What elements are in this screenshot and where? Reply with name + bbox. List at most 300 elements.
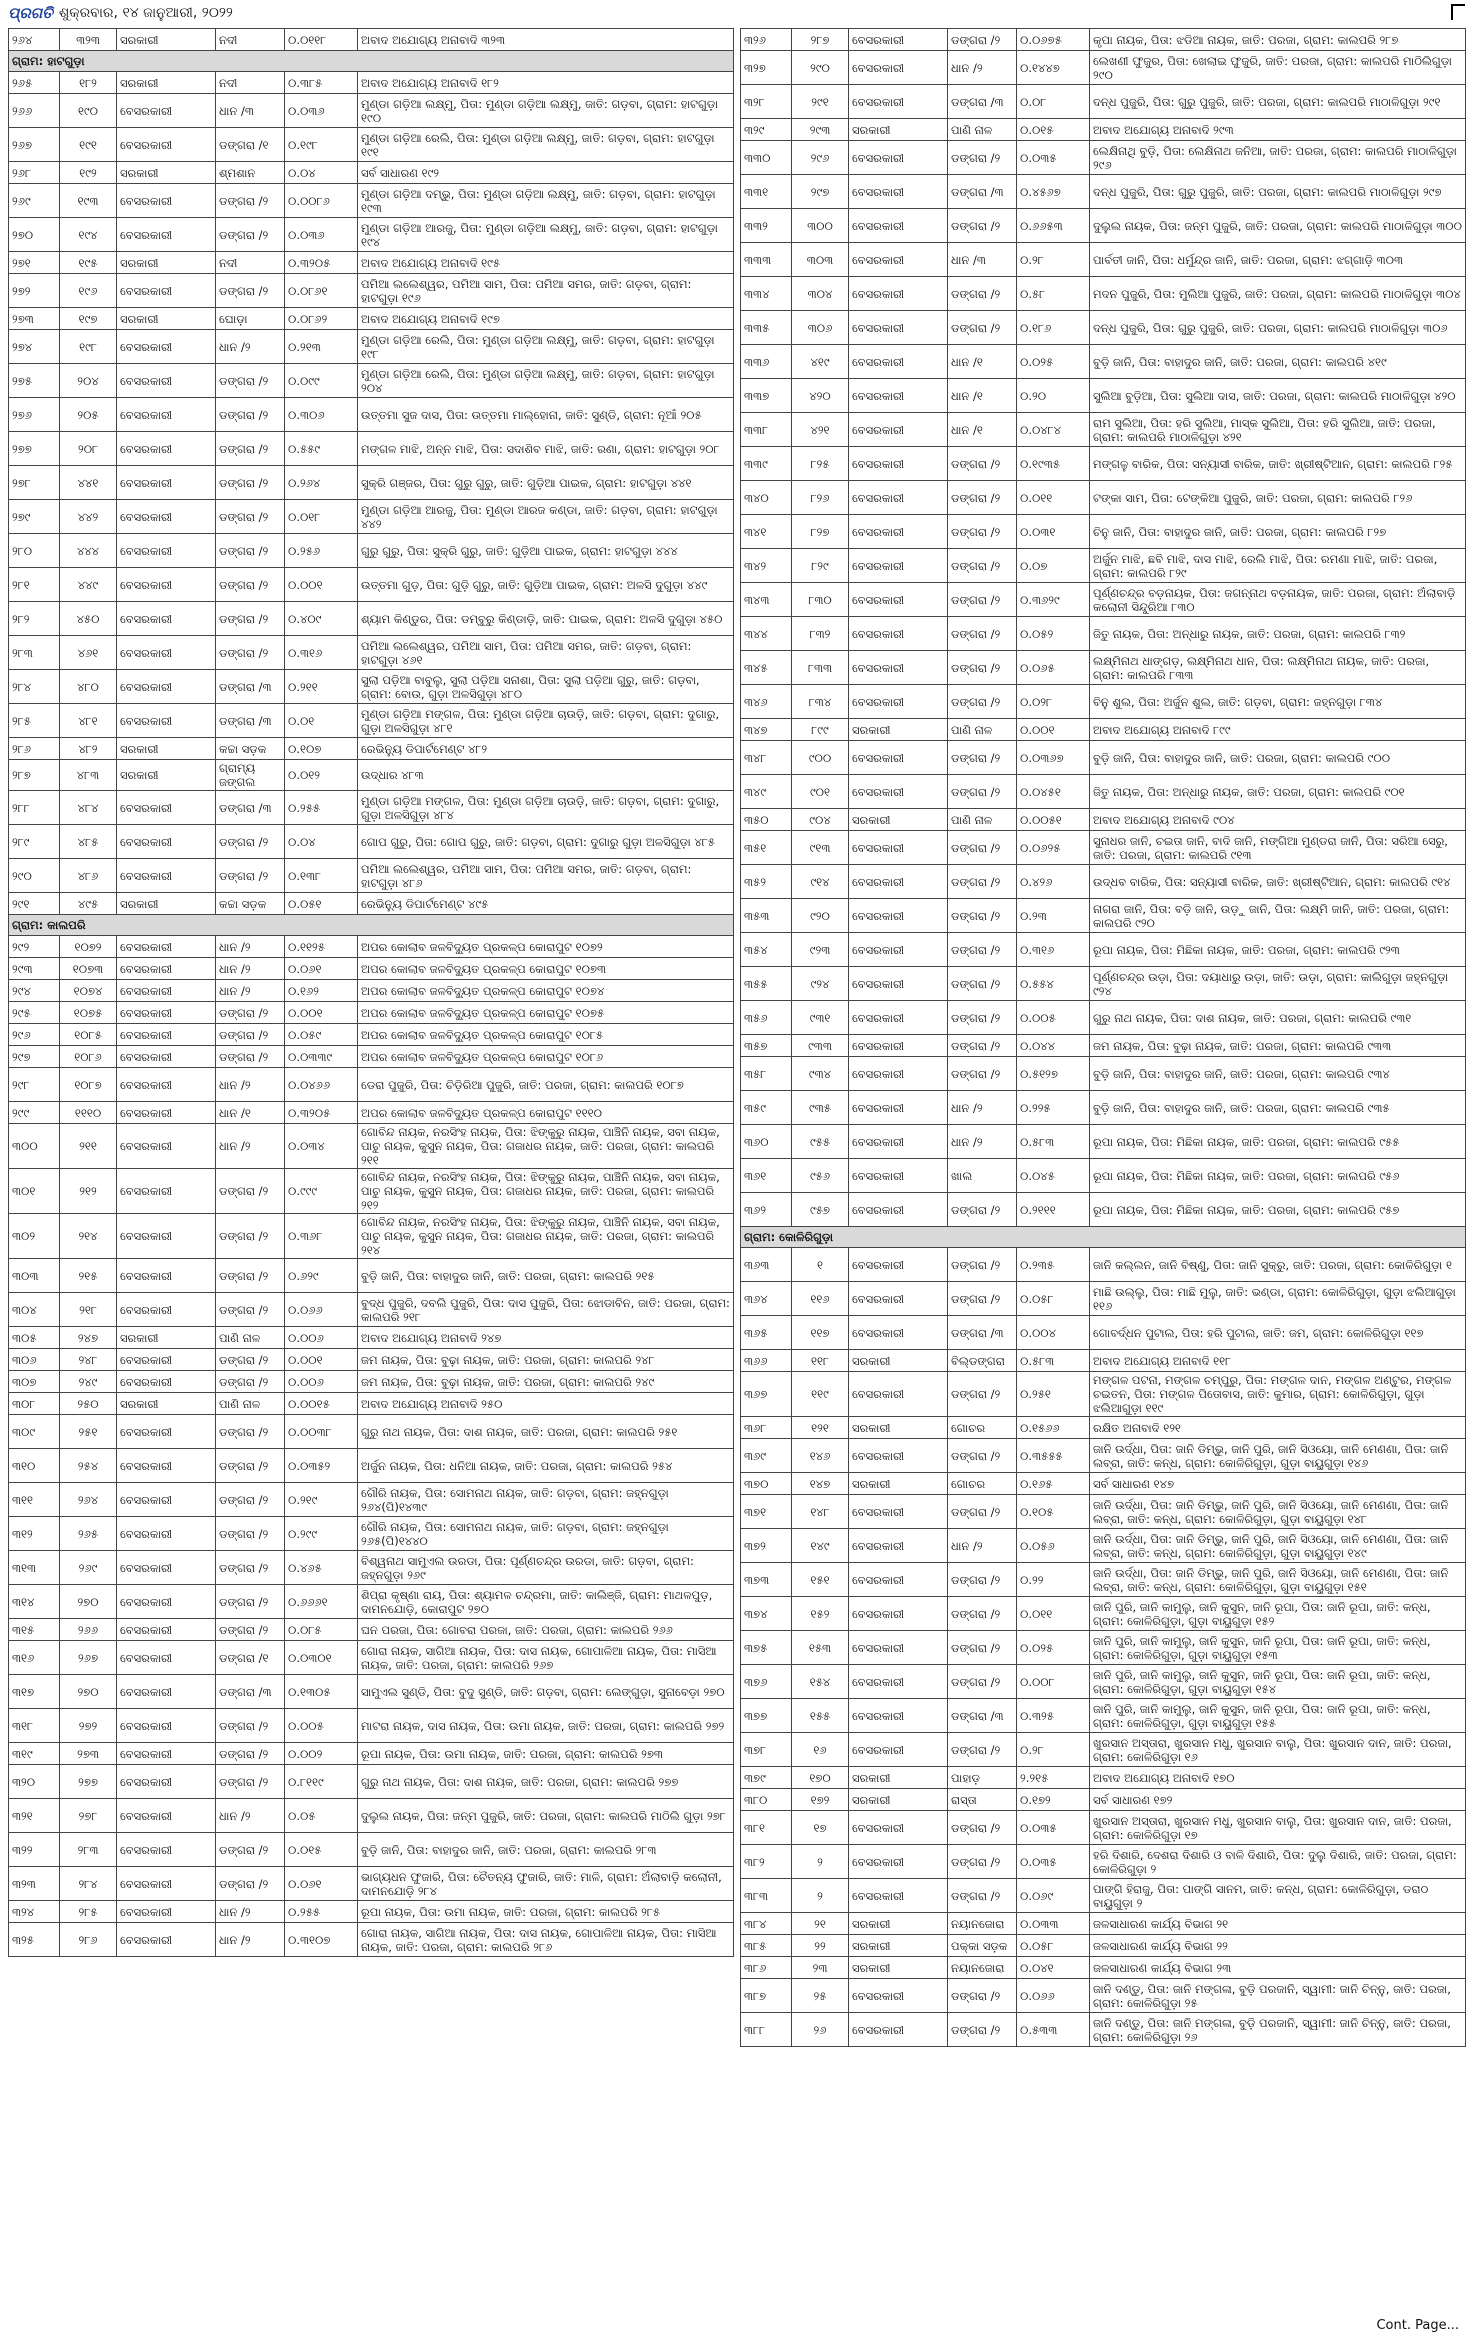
cell-k: ୨୭୦ bbox=[60, 1585, 117, 1619]
cell-t: ବେସରକାରୀ bbox=[117, 1867, 216, 1901]
cell-c: ଧାନ /୧ bbox=[948, 413, 1017, 447]
cell-a: ୦.୨୬୪ bbox=[285, 466, 358, 500]
cell-a: ୦.୦୧୮ bbox=[285, 500, 358, 534]
table-row bbox=[9, 1415, 734, 1449]
cell-n: ୨୭୦ bbox=[9, 218, 60, 252]
cell-a: ୦.୧୯୮ bbox=[285, 128, 358, 162]
cell-k: ୨୯୭ bbox=[792, 175, 849, 209]
cell-n: ୩୧୧ bbox=[9, 1483, 60, 1517]
cell-a: ୦.୦୮୬୧ bbox=[285, 274, 358, 308]
cell-c: ପାଣି ନାଳ bbox=[948, 809, 1017, 831]
cell-a: ୦.୦୩୪ bbox=[285, 1124, 358, 1169]
cell-a: ୦.୩୧୦୭ bbox=[285, 1923, 358, 1957]
table-row bbox=[741, 1372, 1466, 1417]
cell-d: ଶିପ୍ରା କୃଷ୍ଣା ରାୟ, ପିତା: ଶ୍ୟାମଳ ଚନ୍ଦ୍ରମା, ଜାତି: କାଲିଞ୍ଜି, ଗ୍ରାମ: ମାଥଳପୁଡ଼, ଦାମନଯୋଡ଼ି, କୋରାପୁଟ ୨୭୦ bbox=[358, 1585, 734, 1619]
cell-k: ୧୦୭୪ bbox=[60, 980, 117, 1002]
cell-k: ୯୦୦ bbox=[792, 741, 849, 775]
table-row bbox=[9, 1259, 734, 1293]
cell-a: ୦.୦୦୫୧ bbox=[1017, 809, 1090, 831]
table-row bbox=[741, 831, 1466, 865]
cell-d: ପୂର୍ଣ୍ଣଚନ୍ଦ୍ର ବଡ଼ନାୟକ, ପିତା: ଜଗନ୍ନାଥ ବଡ଼ନାୟକ, ଜାତି: ପରଜା, ଗ୍ରାମ: ଅଁଲାବାଡ଼ି କଲୋନୀ ସିନ୍ଦୁରିଆ ୮୩୦ bbox=[1090, 583, 1466, 617]
cell-t: ବେସରକାରୀ bbox=[849, 141, 948, 175]
cell-a: ୦.୫୫୪ bbox=[1017, 967, 1090, 1001]
cell-t: ବେସରକାରୀ bbox=[117, 1675, 216, 1709]
cell-k: ୨୮୭ bbox=[792, 29, 849, 51]
cell-d: ଅବାଦ ଅଯୋଗ୍ୟ ଅନାବାଦି ୧୯୫ bbox=[358, 252, 734, 274]
table-row bbox=[741, 1789, 1466, 1811]
cell-n: ୩୬୯ bbox=[741, 1439, 792, 1473]
cell-n: ୩୪୯ bbox=[741, 775, 792, 809]
cell-c: ଡଙ୍ଗରା /୨ bbox=[216, 1619, 285, 1641]
table-row bbox=[741, 1913, 1466, 1935]
cell-d: ଗୁରୁ ଗୁରୁ, ପିତା: ସୁକ୍ରି ଗୁରୁ, ଜାତି: ଗୁଡ଼ିଆ ପାଇକ, ଗ୍ରାମ: ହାଟଗୁଡ଼ା ୪୪୪ bbox=[358, 534, 734, 568]
table-row bbox=[741, 85, 1466, 119]
cell-t: ବେସରକାରୀ bbox=[117, 1068, 216, 1102]
table-row bbox=[741, 1125, 1466, 1159]
table-row bbox=[9, 1675, 734, 1709]
cell-c: ନଦୀ bbox=[216, 252, 285, 274]
table-row bbox=[741, 345, 1466, 379]
cell-k: ୨୯୦ bbox=[792, 51, 849, 85]
land-record-table-left bbox=[8, 28, 734, 1957]
date-line: ଶୁକ୍ରବାର, ୧୪ ଜାନୁଆରୀ, ୨୦୨୨ bbox=[58, 5, 233, 21]
cell-c: ଡଙ୍ଗରା /୨ bbox=[948, 1733, 1017, 1767]
cell-d: ଗୋବିନ୍ଦ ନାୟକ, ନରସିଂହ ନାୟକ, ପିତା: ଝିଙ୍କୁରୁ ନାୟକ, ପାଞ୍ଚିନି ନାୟକ, ସବା ନାୟକ, ପାଚୁ ନାୟକ, କୁସୁନ ନାୟକ, ପିତା: ଗଜାଧର ନାୟକ, ଜାତି: ପରଜା, ଗ୍ରାମ: କାଲପରି ୨୧୧ bbox=[358, 1124, 734, 1169]
village-title: ଗ୍ରାମ: ହାଟଗୁଡ଼ା bbox=[9, 51, 734, 72]
table-row bbox=[9, 1619, 734, 1641]
cell-k: ୨ bbox=[792, 1845, 849, 1879]
cell-c: ପାଣି ନାଳ bbox=[948, 719, 1017, 741]
cell-a: ୦.୨୧୯ bbox=[285, 1483, 358, 1517]
table-row bbox=[741, 933, 1466, 967]
cell-c: ଧାନ /୧ bbox=[216, 1102, 285, 1124]
cell-k: ୧୦୭୨ bbox=[60, 936, 117, 958]
cell-n: ୩୬୩ bbox=[741, 1248, 792, 1282]
cell-t: ବେସରକାରୀ bbox=[117, 670, 216, 704]
table-row bbox=[9, 1024, 734, 1046]
table-row bbox=[9, 1293, 734, 1327]
cell-c: ଗ୍ରାମ୍ୟ ଜଙ୍ଗଲ bbox=[216, 760, 285, 791]
cell-c: ଡଙ୍ଗରା /୨ bbox=[216, 398, 285, 432]
cell-d: ଗୋବିନ୍ଦ ନାୟକ, ନରସିଂହ ନାୟକ, ପିତା: ଝିଙ୍କୁରୁ ନାୟକ, ପାଞ୍ଚିନି ନାୟକ, ସବା ନାୟକ, ପାଚୁ ନାୟକ, କୁସୁନ ନାୟକ, ପିତା: ଗଜାଧର ନାୟକ, ଜାତି: ପରଜା, ଗ୍ରାମ: କାଲପରି ୨୧୪ bbox=[358, 1214, 734, 1259]
table-row bbox=[741, 617, 1466, 651]
cell-t: ବେସରକାରୀ bbox=[117, 1743, 216, 1765]
cell-k: ୯୫୭ bbox=[792, 1193, 849, 1227]
cell-a: ୦.୧୩୦୫ bbox=[285, 1675, 358, 1709]
cell-c: ଡଙ୍ଗରା /୨ bbox=[216, 1867, 285, 1901]
cell-t: ବେସରକାରୀ bbox=[117, 1124, 216, 1169]
cell-a: ୦.୫୩୩ bbox=[1017, 2013, 1090, 2047]
cell-a: ୦.୦୫୮ bbox=[1017, 1282, 1090, 1316]
cell-c: ଡଙ୍ଗରା /୨ bbox=[216, 1002, 285, 1024]
cell-k: ୨୧୮ bbox=[60, 1293, 117, 1327]
cell-k: ୧୯୦ bbox=[60, 94, 117, 128]
table-row bbox=[741, 1935, 1466, 1957]
corner-crop-mark bbox=[1451, 4, 1465, 20]
cell-d: ମୁଣ୍ଡା ଗଡ଼ିଆ ଆରଜୁ, ପିତା: ମୁଣ୍ଡା ଆରଜ କଣ୍ଡା, ଜାତି: ଗଡ଼ବା, ଗ୍ରାମ: ହାଟଗୁଡ଼ା ୪୪୨ bbox=[358, 500, 734, 534]
table-row bbox=[741, 1001, 1466, 1035]
cell-t: ବେସରକାରୀ bbox=[117, 568, 216, 602]
cell-d: ଅବାଦ ଅଯୋଗ୍ୟ ଅନାବାଦି ୧୯୭ bbox=[358, 308, 734, 330]
cell-n: ୨୯୭ bbox=[9, 1046, 60, 1068]
cell-a: ୦.୦୬୭୫ bbox=[1017, 29, 1090, 51]
cell-d: ଜାନି କଲ୍ଲନ, ଜାନି ବିଷ୍ଣୁ, ପିତା: ଜାନି ସୁକ୍ରୁ, ଜାତି: ପରଜା, ଗ୍ରାମ: କୋଳିରିଗୁଡ଼ା ୧ bbox=[1090, 1248, 1466, 1282]
cell-c: ପକ୍କା ସଡ଼କ bbox=[948, 1935, 1017, 1957]
cell-k: ୨୫୧ bbox=[60, 1415, 117, 1449]
cell-t: ସରକାରୀ bbox=[849, 1935, 948, 1957]
cell-k: ୨୧ bbox=[792, 1913, 849, 1935]
cell-a: ୦.୪୬୫ bbox=[285, 1551, 358, 1585]
table-row bbox=[9, 1449, 734, 1483]
cell-d: ଅବାଦ ଅଯୋଗ୍ୟ ଅନାବାଦି ୧୮୨ bbox=[358, 72, 734, 94]
cell-t: ବେସରକାରୀ bbox=[849, 1439, 948, 1473]
cell-c: ଡଙ୍ଗରା /୨ bbox=[216, 1765, 285, 1799]
cell-k: ୯୦୪ bbox=[792, 809, 849, 831]
cell-a: ୦.୬୨୯ bbox=[285, 1259, 358, 1293]
table-row bbox=[9, 980, 734, 1002]
table-row bbox=[741, 515, 1466, 549]
table-row bbox=[741, 1091, 1466, 1125]
cell-k: ୨୦୪ bbox=[60, 364, 117, 398]
cell-n: ୨୯୮ bbox=[9, 1068, 60, 1102]
cell-t: ବେସରକାରୀ bbox=[849, 1316, 948, 1350]
cell-k: ୪୧୯ bbox=[792, 345, 849, 379]
cell-c: ଖାଲ bbox=[948, 1159, 1017, 1193]
cell-c: ଡଙ୍ଗରା /୨ bbox=[948, 741, 1017, 775]
cell-t: ସରକାରୀ bbox=[117, 308, 216, 330]
cell-k: ୨୦୮ bbox=[60, 432, 117, 466]
cell-k: ୧୦୭୩ bbox=[60, 958, 117, 980]
table-row bbox=[9, 29, 734, 51]
cell-n: ୩୧୭ bbox=[9, 1675, 60, 1709]
cell-k: ୨୨ bbox=[792, 1935, 849, 1957]
table-row bbox=[9, 958, 734, 980]
cell-c: ଡଙ୍ଗରା /୨ bbox=[948, 583, 1017, 617]
cell-d: ରେଭିନ୍ୟୁ ଡିପାର୍ଟମେଣ୍ଟ ୪୮୨ bbox=[358, 738, 734, 760]
table-row bbox=[741, 119, 1466, 141]
cell-d: ଶ୍ୟାମ କିଣ୍ଡୁର, ପିତା: ଡମ୍ବୁରୁ କିଣ୍ଡାଡ଼ି, ଜାତି: ପାଇକ, ଗ୍ରାମ: ଅଳସି ଦୁଗୁଡ଼ା ୪୫୦ bbox=[358, 602, 734, 636]
table-row bbox=[9, 893, 734, 915]
table-row bbox=[9, 825, 734, 859]
cell-n: ୩୦୬ bbox=[9, 1349, 60, 1371]
cell-n: ୩୮୪ bbox=[741, 1913, 792, 1935]
cell-k: ୨୧୫ bbox=[60, 1259, 117, 1293]
cell-n: ୩୪୫ bbox=[741, 651, 792, 685]
cell-c: ଧାନ /୨ bbox=[216, 1923, 285, 1957]
cell-k: ୮୨୬ bbox=[792, 481, 849, 515]
cell-c: ଧାନ /୩ bbox=[216, 94, 285, 128]
table-row bbox=[9, 636, 734, 670]
cell-t: ବେସରକାରୀ bbox=[849, 311, 948, 345]
cell-k: ୧୦୮୭ bbox=[60, 1068, 117, 1102]
cell-n: ୩୪୪ bbox=[741, 617, 792, 651]
village-header bbox=[9, 51, 734, 72]
table-row bbox=[741, 1057, 1466, 1091]
cell-n: ୩୫୫ bbox=[741, 967, 792, 1001]
cell-n: ୨୯୪ bbox=[9, 980, 60, 1002]
cell-t: ବେସରକାରୀ bbox=[849, 413, 948, 447]
cell-c: ଗୋଚର bbox=[948, 1417, 1017, 1439]
cell-n: ୨୭୭ bbox=[9, 432, 60, 466]
cell-n: ୩୩୮ bbox=[741, 413, 792, 447]
cell-n: ୨୬୭ bbox=[9, 128, 60, 162]
cell-c: ଡଙ୍ଗରା /୨ bbox=[948, 1811, 1017, 1845]
cell-a: ୦.୦୪୬୬ bbox=[285, 1068, 358, 1102]
cell-n: ୨୬୮ bbox=[9, 162, 60, 184]
cell-k: ୮୨୫ bbox=[792, 447, 849, 481]
cell-k: ୧୧୮ bbox=[792, 1350, 849, 1372]
right-column bbox=[740, 28, 1466, 2047]
cell-k: ୪୨୦ bbox=[792, 379, 849, 413]
cell-t: ବେସରକାରୀ bbox=[849, 1035, 948, 1057]
cell-d: ଗୋବିନ୍ଦ ନାୟକ, ନରସିଂହ ନାୟକ, ପିତା: ଝିଙ୍କୁରୁ ନାୟକ, ପାଞ୍ଚିନି ନାୟକ, ସବା ନାୟକ, ପାଚୁ ନାୟକ, କୁସୁନ ନାୟକ, ପିତା: ଗଜାଧର ନାୟକ, ଜାତି: ପରଜା, ଗ୍ରାମ: କାଲପରି ୨୧୨ bbox=[358, 1169, 734, 1214]
cell-n: ୩୬୭ bbox=[741, 1372, 792, 1417]
table-row bbox=[741, 243, 1466, 277]
cell-k: ୨୯୬ bbox=[792, 141, 849, 175]
cell-n: ୨୮୯ bbox=[9, 825, 60, 859]
cell-d: ଜାନି ଉର୍ଦ୍ଧା, ପିତା: ଜାନି ଡିମ୍ଭୁ, ଜାନି ପୁରି, ଜାନି ସିଓୟୋ, ଜାନି ମେଣଣା, ପିତା: ଜାନି ଲବ୍ରା, ଜାତି: କନ୍ଧ, ଗ୍ରାମ: କୋଳିରିଗୁଡ଼ା, ଗୁଡ଼ା ବାୟୁଗୁଡ଼ା ୧୪୬ bbox=[1090, 1439, 1466, 1473]
cell-n: ୩୮୩ bbox=[741, 1879, 792, 1913]
cell-a: ୦.୦୩୬୭ bbox=[1017, 741, 1090, 775]
cell-n: ୩୩୩ bbox=[741, 243, 792, 277]
cell-n: ୩୭୨ bbox=[741, 1529, 792, 1563]
cell-n: ୩୫୬ bbox=[741, 1001, 792, 1035]
cell-a: ୦.୧୭୨ bbox=[1017, 1789, 1090, 1811]
table-row bbox=[741, 583, 1466, 617]
table-row bbox=[9, 1641, 734, 1675]
table-row bbox=[741, 209, 1466, 243]
cell-n: ୩୮୬ bbox=[741, 1957, 792, 1979]
cell-n: ୩୪୮ bbox=[741, 741, 792, 775]
cell-t: ସରକାରୀ bbox=[849, 1913, 948, 1935]
cell-t: ବେସରକାରୀ bbox=[117, 1293, 216, 1327]
cell-a: ୦.୧୧୨୫ bbox=[285, 936, 358, 958]
cell-c: ଡଙ୍ଗରା /୨ bbox=[948, 1597, 1017, 1631]
cell-n: ୩୭୩ bbox=[741, 1563, 792, 1597]
cell-c: ଡଙ୍ଗରା /୩ bbox=[948, 1316, 1017, 1350]
cell-t: ବେସରକାରୀ bbox=[849, 617, 948, 651]
cell-c: ଡଙ୍ଗରା /୨ bbox=[948, 29, 1017, 51]
cell-a: ୦.୦୫୯ bbox=[285, 1024, 358, 1046]
cell-d: ସୁଲା ପଡ଼ିଆ ବାବୁଲୁ, ସୁଲା ପଡ଼ିଆ ସନାଶା, ପିତା: ସୁଲା ପଡ଼ିଆ ଗୁରୁ, ଜାତି: ଗଡ଼ବା, ଗ୍ରାମ: ବୋଉ, ଗୁଡ଼ା ଅଳସିଗୁଡ଼ା ୪୮୦ bbox=[358, 670, 734, 704]
cell-d: ଘନ ପରଜା, ପିତା: ଗୋବରା ପରଜା, ଜାତି: ପରଜା, ଗ୍ରାମ: କାଲପରି ୨୬୬ bbox=[358, 1619, 734, 1641]
cell-c: ଡଙ୍ଗରା /୧ bbox=[216, 128, 285, 162]
cell-a: ୦.୦୩୬ bbox=[285, 218, 358, 252]
cell-k: ୨୭୨ bbox=[60, 1709, 117, 1743]
cell-n: ୨୭୮ bbox=[9, 466, 60, 500]
table-row bbox=[9, 1551, 734, 1585]
cell-k: ୧୬ bbox=[792, 1733, 849, 1767]
cell-c: କଚ୍ଚା ସଡ଼କ bbox=[216, 738, 285, 760]
cell-d: ଲେଖଣୀ ଫୁଜୁର, ପିତା: ଖେଲାଇ ଫୁଜୁରି, ଜାତି: ପରଜା, ଗ୍ରାମ: କାଲପରି ମାଠିଲିଗୁଡ଼ା ୨୯୦ bbox=[1090, 51, 1466, 85]
cell-n: ୩୬୨ bbox=[741, 1193, 792, 1227]
cell-d: ମଙ୍ଗଳୁ ବାରିକ, ପିତା: ସନ୍ୟାସୀ ବାରିକ, ଜାତି: ଖ୍ରୀଷ୍ଟିଆନ, ଗ୍ରାମ: କାଲପରି ୮୨୫ bbox=[1090, 447, 1466, 481]
table-row bbox=[9, 1214, 734, 1259]
table-row bbox=[9, 432, 734, 466]
cell-a: ୦.୪୫୬୭ bbox=[1017, 175, 1090, 209]
cell-n: ୩୨୦ bbox=[9, 1765, 60, 1799]
cell-d: ଗୋରା ନାୟକ, ସାଗିଆ ନାୟକ, ପିତା: ଦାସ ନାୟକ, ଗୋପାଳିଆ ନାୟକ, ପିତା: ମାସିଆ ନାୟକ, ଜାତି: ପରଜା, ଗ୍ରାମ: କାଲପରି ୨୮୬ bbox=[358, 1923, 734, 1957]
cell-t: ବେସରକାରୀ bbox=[849, 1845, 948, 1879]
cell-k: ୧୭୦ bbox=[792, 1767, 849, 1789]
table-row bbox=[741, 1350, 1466, 1372]
cell-d: ଜାନି ଦଣ୍ଡୁ, ପିତା: ଜାନି ମଙ୍ଗଳା, ବୁଡ଼ି ପରଜାନି, ସ୍ୱାମୀ: ଜାନି ଚିନ୍ନୁ, ଜାତି: ପରଜା, ଗ୍ରାମ: କୋଳିରିଗୁଡ଼ା ୨୬ bbox=[1090, 2013, 1466, 2047]
cell-c: ଧାନ /୧ bbox=[948, 379, 1017, 413]
cell-c: ଡଙ୍ଗରା /୨ bbox=[216, 1024, 285, 1046]
cell-c: ଡଙ୍ଗରା /୨ bbox=[216, 859, 285, 893]
cell-t: ବେସରକାରୀ bbox=[849, 51, 948, 85]
table-row bbox=[741, 1529, 1466, 1563]
table-row bbox=[741, 413, 1466, 447]
cell-a: ୦.୦୬୯ bbox=[1017, 1879, 1090, 1913]
table-row bbox=[741, 1879, 1466, 1913]
cell-t: ବେସରକାରୀ bbox=[849, 345, 948, 379]
cell-d: କୃପା ନାୟକ, ପିତା: ଝଡିଆ ନାୟକ, ଜାତି: ପରଜା, ଗ୍ରାମ: କାଲପରି ୨୮୭ bbox=[1090, 29, 1466, 51]
cell-c: ଗୋଚର bbox=[948, 1473, 1017, 1495]
table-row bbox=[741, 719, 1466, 741]
cell-k: ୨୭୮ bbox=[60, 1799, 117, 1833]
cell-a: ୦.୦୦୧୫ bbox=[285, 1393, 358, 1415]
cell-k: ୨୯୧ bbox=[792, 85, 849, 119]
cell-c: ଡଙ୍ଗରା /୨ bbox=[216, 1349, 285, 1371]
cell-n: ୨୯୩ bbox=[9, 958, 60, 980]
table-row bbox=[741, 1035, 1466, 1057]
cell-a: ୦.୦୦୧ bbox=[1017, 719, 1090, 741]
cell-d: ଉତ୍ତମା ସୁଜ ଦାସ, ପିତା: ଉତ୍ତମା ମାଲ୍ହୋନା, ଜାତି: ସୁଣ୍ଡି, ଗ୍ରାମ: ନୂଆଁ ୨୦୫ bbox=[358, 398, 734, 432]
cell-c: ଡଙ୍ଗରା /୨ bbox=[216, 1449, 285, 1483]
cell-n: ୩୮୫ bbox=[741, 1935, 792, 1957]
cell-c: ଡଙ୍ଗରା /୨ bbox=[948, 1979, 1017, 2013]
cell-a: ୦.୦୦୬ bbox=[285, 1327, 358, 1349]
cell-d: ଅପର କୋଲାବ ଜଳବିଦ୍ୟୁତ ପ୍ରକଳ୍ପ କୋରାପୁଟ ୧୦୭୩ bbox=[358, 958, 734, 980]
cell-d: ଅବାଦ ଅଯୋଗ୍ୟ ଅନାବାଦି ୨୯୩ bbox=[1090, 119, 1466, 141]
table-row bbox=[9, 704, 734, 738]
cell-c: ଡଙ୍ଗରା /୩ bbox=[216, 670, 285, 704]
cell-k: ୯୩୩ bbox=[792, 1035, 849, 1057]
cell-c: ଡଙ୍ଗରା /୨ bbox=[216, 1833, 285, 1867]
cell-d: ମୁଣ୍ଡା ଗଡ଼ିଆ ଲକ୍ଷ୍ମୁ, ପିତା: ମୁଣ୍ଡା ଗଡ଼ିଆ ଲକ୍ଷ୍ମୁ, ଜାତି: ଗଡ଼ବା, ଗ୍ରାମ: ହାଟଗୁଡ଼ା ୧୯୦ bbox=[358, 94, 734, 128]
cell-d: ଗୁରୁ ନାଥ ନାୟକ, ପିତା: ଦାଶ ନାୟକ, ଜାତି: ପରଜା, ଗ୍ରାମ: କାଲପରି ୨୭୭ bbox=[358, 1765, 734, 1799]
cell-t: ବେସରକାରୀ bbox=[117, 791, 216, 825]
cell-c: ଡଙ୍ଗରା /୨ bbox=[216, 534, 285, 568]
cell-t: ବେସରକାରୀ bbox=[849, 1159, 948, 1193]
cell-t: ବେସରକାରୀ bbox=[849, 1372, 948, 1417]
cell-t: ବେସରକାରୀ bbox=[117, 1551, 216, 1585]
cell-t: ବେସରକାରୀ bbox=[849, 1563, 948, 1597]
cell-c: ଡଙ୍ଗରା /୩ bbox=[216, 791, 285, 825]
cell-a: ୦.୦୮୫ bbox=[285, 1619, 358, 1641]
table-row bbox=[741, 685, 1466, 719]
cell-a: ୦.୦୫୧ bbox=[285, 893, 358, 915]
cell-d: ଗୁରୁ ନାଥ ନାୟକ, ପିତା: ଦାଶ ନାୟକ, ଜାତି: ପରଜା, ଗ୍ରାମ: କାଲପରି ୨୫୧ bbox=[358, 1415, 734, 1449]
cell-k: ୯୩୪ bbox=[792, 1057, 849, 1091]
cell-d: ଦନ୍ଧ ପୁଜୁରି, ପିତା: ଗୁରୁ ପୁଜୁରି, ଜାତି: ପରଜା, ଗ୍ରାମ: କାଲପରି ମାଠାଳିଗୁଡ଼ା ୩୦୬ bbox=[1090, 311, 1466, 345]
cell-n: ୨୬୪ bbox=[9, 29, 60, 51]
cell-c: ନଦୀ bbox=[216, 72, 285, 94]
cell-n: ୩୮୦ bbox=[741, 1789, 792, 1811]
cell-k: ୨୮୫ bbox=[60, 1901, 117, 1923]
cell-n: ୩୪୧ bbox=[741, 515, 792, 549]
cell-c: ପାଣି ନାଳ bbox=[216, 1327, 285, 1349]
cell-d: ଜାନି ଦଣ୍ଡୁ, ପିତା: ଜାନି ମଙ୍ଗଳା, ବୁଡ଼ି ପରଜାନି, ସ୍ୱାମୀ: ଜାନି ଚିନ୍ନୁ, ଜାତି: ପରଜା, ଗ୍ରାମ: କୋଳିରିଗୁଡ଼ା ୨୫ bbox=[1090, 1979, 1466, 2013]
cell-n: ୩୩୪ bbox=[741, 277, 792, 311]
cell-d: ବୁଦ୍ଧ ପୁଜୁରି, ଦବଲି ପୁଜୁରି, ପିତା: ଦାସ ପୁଜୁରି, ପିତା: ଝୋଡାବିନ, ଜାତି: ପରଜା, ଗ୍ରାମ: କାଲପରି ୨୧୮ bbox=[358, 1293, 734, 1327]
cell-a: ୦.୦୦୮ bbox=[1017, 1665, 1090, 1699]
left-column bbox=[8, 28, 734, 1957]
cell-n: ୩୧୨ bbox=[9, 1517, 60, 1551]
cell-a: ୦.୦୫ bbox=[285, 1799, 358, 1833]
table-row bbox=[9, 162, 734, 184]
cell-k: ୨୮୪ bbox=[60, 1867, 117, 1901]
cell-t: ବେସରକାରୀ bbox=[117, 1214, 216, 1259]
cell-a: ୦.୦୫୨ bbox=[1017, 617, 1090, 651]
cell-n: ୩୮୧ bbox=[741, 1811, 792, 1845]
cell-n: ୩୨୨ bbox=[9, 1833, 60, 1867]
cell-t: ବେସରକାରୀ bbox=[849, 1529, 948, 1563]
cell-k: ୧୯୨ bbox=[60, 162, 117, 184]
cell-c: ଡଙ୍ଗରା /୨ bbox=[948, 617, 1017, 651]
cell-d: ଦୁଲୁଲ ନାୟକ, ପିତା: ଜନ୍ମ ପୁଜୁରି, ଜାତି: ପରଜା, ଗ୍ରାମ: କାଲପରି ମାଠାଳିଗୁଡ଼ା ୩୦୦ bbox=[1090, 209, 1466, 243]
cell-k: ୧୯୧ bbox=[60, 128, 117, 162]
cell-c: ଡଙ୍ଗରା /୨ bbox=[216, 1517, 285, 1551]
cell-t: ବେସରକାରୀ bbox=[849, 1733, 948, 1767]
cell-k: ୨୬୯ bbox=[60, 1551, 117, 1585]
cell-n: ୨୯୬ bbox=[9, 1024, 60, 1046]
table-row bbox=[741, 1979, 1466, 2013]
cell-a: ୦.୦୦୮୬ bbox=[285, 184, 358, 218]
cell-t: ବେସରକାରୀ bbox=[117, 1415, 216, 1449]
cell-a: ୦.୪୨୬ bbox=[1017, 865, 1090, 899]
cell-c: ଡଙ୍ଗରା /୨ bbox=[216, 1259, 285, 1293]
cell-d: ଉଦ୍ଧବ ବାରିକ, ପିତା: ସନ୍ୟାସୀ ବାରିକ, ଜାତି: ଖ୍ରୀଷ୍ଟିଆନ, ଗ୍ରାମ: କାଲପରି ୯୧୪ bbox=[1090, 865, 1466, 899]
cell-n: ୩୪୦ bbox=[741, 481, 792, 515]
cell-a: ୦.୦୬୬ bbox=[1017, 1979, 1090, 2013]
cell-c: ଡଙ୍ଗରା /୨ bbox=[216, 1371, 285, 1393]
cell-k: ୧୯୪ bbox=[60, 218, 117, 252]
cell-a: ୦.୦୪୫ bbox=[1017, 1159, 1090, 1193]
cell-n: ୩୬୪ bbox=[741, 1282, 792, 1316]
cell-a: ୦.୨୩୫ bbox=[1017, 1248, 1090, 1282]
cell-n: ୩୩୧ bbox=[741, 175, 792, 209]
cell-a: ୦.୦୧୧ bbox=[1017, 481, 1090, 515]
cell-d: ସର୍ବ ସାଧାରଣ ୧୭୨ bbox=[1090, 1789, 1466, 1811]
cell-c: ଧାନ /୨ bbox=[216, 1068, 285, 1102]
cell-k: ୯୩୧ bbox=[792, 1001, 849, 1035]
cell-n: ୩୭୧ bbox=[741, 1495, 792, 1529]
cell-t: ବେସରକାରୀ bbox=[849, 899, 948, 933]
cell-a: ୦.୨୮ bbox=[1017, 243, 1090, 277]
cell-c: ଶ୍ମଶାନ bbox=[216, 162, 285, 184]
cell-k: ୨୫ bbox=[792, 1979, 849, 2013]
cell-k: ୨୭୭ bbox=[60, 1765, 117, 1799]
cell-c: ବିଲ୍ଡଙ୍ଗରା bbox=[948, 1350, 1017, 1372]
cell-d: ସର୍ବ ସାଧାରଣ ୧୯୨ bbox=[358, 162, 734, 184]
cell-n: ୩୬୮ bbox=[741, 1417, 792, 1439]
table-row bbox=[9, 1169, 734, 1214]
cell-c: ଡଙ୍ଗରା /୨ bbox=[216, 1743, 285, 1765]
cell-d: ବିଶ୍ୱନାଥ ସାମୁଏଲ ଉରଡା, ପିତା: ପୂର୍ଣ୍ଣଚନ୍ଦ୍ର ଉରଡା, ଜାତି: ଗଡ଼ବା, ଗ୍ରାମ: ଜହ୍ନଗୁଡ଼ା ୨୬୯ bbox=[358, 1551, 734, 1585]
cell-n: ୨୯୫ bbox=[9, 1002, 60, 1024]
cell-c: ଡଙ୍ଗରା /୩ bbox=[948, 175, 1017, 209]
cell-d: ଦନ୍ଧ ପୁଜୁରି, ପିତା: ଗୁରୁ ପୁଜୁରି, ଜାତି: ପରଜା, ଗ୍ରାମ: କାଲପରି ମାଠାଳିଗୁଡ଼ା ୨୯୧ bbox=[1090, 85, 1466, 119]
cell-k: ୮୯୯ bbox=[792, 719, 849, 741]
cell-d: ପାର୍ବତୀ ଜାନି, ପିତା: ଧର୍ମୁନ୍ଦ୍ର ଜାନି, ଜାତି: ପରଜା, ଗ୍ରାମ: ଝଗ୍ଗାଡ଼ି ୩୦୩ bbox=[1090, 243, 1466, 277]
cell-k: ୮୩୩ bbox=[792, 651, 849, 685]
cell-n: ୨୮୨ bbox=[9, 602, 60, 636]
cell-c: ଡଙ୍ଗରା /୨ bbox=[948, 1563, 1017, 1597]
cell-d: ବୁଡ଼ି ଜାନି, ପିତା: ବାହାଦୁର ଜାନି, ଜାତି: ପରଜା, ଗ୍ରାମ: କାଲପରି ୨୧୫ bbox=[358, 1259, 734, 1293]
cell-t: ବେସରକାରୀ bbox=[849, 515, 948, 549]
